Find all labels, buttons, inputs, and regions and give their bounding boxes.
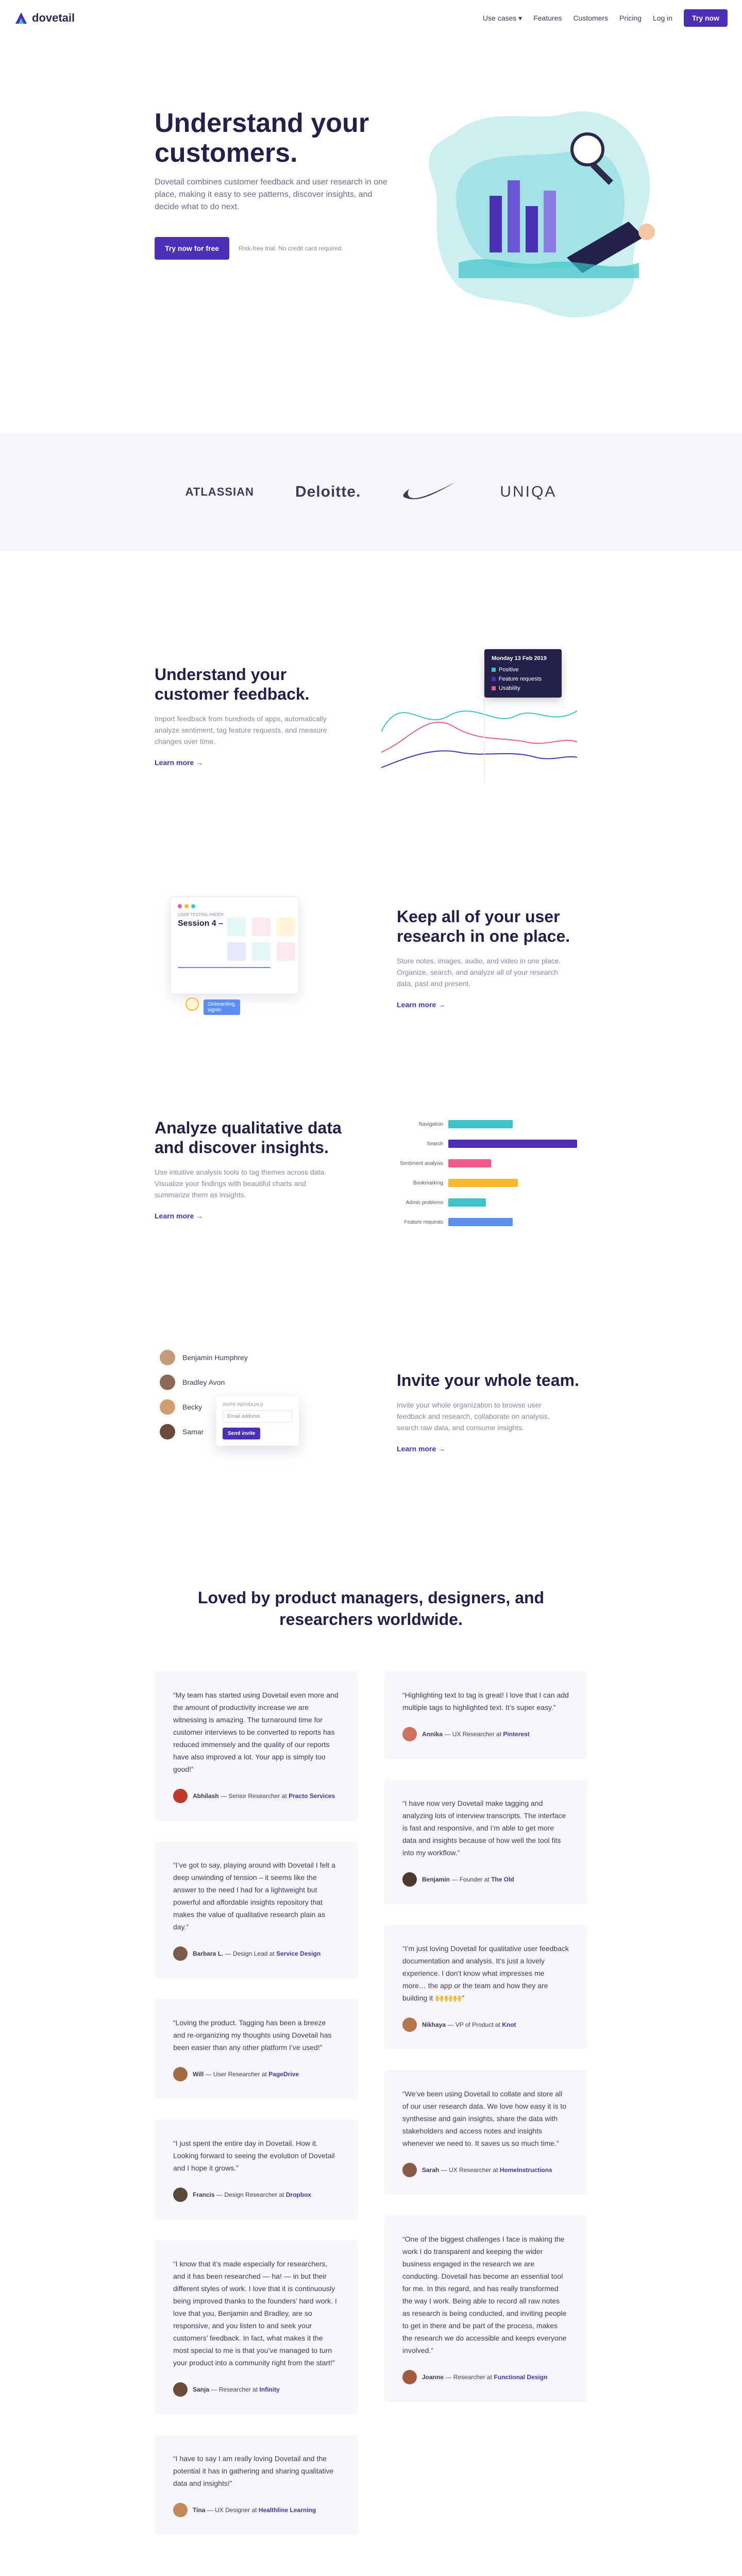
bar xyxy=(448,1140,577,1148)
hero-cta xyxy=(155,237,343,260)
author-role: Design Researcher at xyxy=(224,2191,284,2198)
avatar xyxy=(173,1789,188,1803)
feature-feedback-text xyxy=(155,665,350,768)
testimonial-card xyxy=(155,2240,358,2414)
testimonials-section xyxy=(0,1566,742,2535)
avatar xyxy=(160,1399,175,1415)
author-text: Abhilash — Senior Researcher at Practo Services xyxy=(193,1792,335,1800)
feature-analysis-title: Analyze qualitative data and discover insights. xyxy=(155,1118,342,1157)
testimonial-quote: “Highlighting text to tag is great! I love that I can add multiple tags to highlighted text. It’s super easy.” xyxy=(402,1691,569,1711)
person-row xyxy=(160,1375,225,1390)
testimonial-card xyxy=(384,2215,587,2402)
feedback-date-card xyxy=(484,649,562,698)
person-name: Becky xyxy=(182,1403,203,1411)
author-text: Sarah — UX Researcher at HomeInstructions xyxy=(422,2166,552,2174)
media-grid xyxy=(227,918,295,961)
logo[interactable] xyxy=(14,11,75,25)
nav-login[interactable]: Log in xyxy=(652,14,673,22)
author-role: Researcher at xyxy=(453,2374,493,2381)
avatar xyxy=(402,2163,417,2177)
feature-feedback-title: Understand your customer feedback. xyxy=(155,665,310,703)
author-role: UX Researcher at xyxy=(449,2166,498,2174)
legend-positive-label: Positive xyxy=(499,667,519,673)
author-company[interactable]: Infinity xyxy=(259,2386,280,2393)
feature-team xyxy=(155,1350,587,1566)
person-name: Bradley Avon xyxy=(182,1378,225,1386)
legend-feature-requests-label: Feature requests xyxy=(499,676,542,682)
bar-label: Sentiment analysis xyxy=(400,1161,443,1166)
author-name: Nikhaya xyxy=(422,2021,446,2028)
avatar xyxy=(173,1946,188,1961)
testimonial-quote: “I just spent the entire day in Dovetail. How it. Looking forward to seeing the evolution of Dovetail and I hope it grows.” xyxy=(173,2139,335,2172)
document-tile-icon[interactable] xyxy=(252,918,271,936)
feature-feedback-chart xyxy=(381,649,587,796)
author-text: Tina — UX Designer at Healthline Learning xyxy=(193,2506,316,2514)
bar xyxy=(448,1120,513,1128)
testimonial-author xyxy=(402,2163,569,2177)
logo-uniqa: UNIQA xyxy=(500,483,557,500)
author-company[interactable]: HomeInstructions xyxy=(499,2166,552,2174)
customer-logos-band xyxy=(0,433,742,551)
learn-more-label: Learn more xyxy=(155,1212,194,1220)
testimonial-card xyxy=(384,2070,587,2195)
session-title: Session 4 – xyxy=(178,919,224,928)
author-role: Design Lead at xyxy=(233,1950,275,1957)
feature-repository-learn-more[interactable]: Learn more → xyxy=(397,1001,446,1009)
highlight-line xyxy=(178,967,271,968)
feature-analysis-body: Use intuitive analysis tools to tag themes across data. Visualize your findings with beautiful charts and summarize them as insights. xyxy=(155,1168,327,1199)
author-company[interactable]: Practo Services xyxy=(289,1792,335,1800)
testimonial-author xyxy=(402,2018,569,2032)
window-controls xyxy=(178,904,291,908)
session-window xyxy=(170,896,299,994)
testimonial-quote: “I have to say I am really loving Dovetail and the potential it has in gathering and sharing qualitative data and insights!” xyxy=(173,2454,334,2487)
author-role: UX Researcher at xyxy=(452,1731,502,1738)
feature-feedback-learn-more[interactable]: Learn more → xyxy=(155,758,204,767)
hero-title: Understand your customers. xyxy=(155,108,369,168)
author-text: Benjamin — Founder at The Old xyxy=(422,1876,514,1883)
try-free-button[interactable]: Try now for free xyxy=(155,237,229,260)
author-text: Joanne — Researcher at Functional Design xyxy=(422,2374,548,2381)
feature-repository xyxy=(155,896,587,1113)
testimonial-quote: “I have now very Dovetail make tagging and analyzing lots of interview transcripts. The interface is fast and responsive, and I’m able to get more data and insights because of how well the tool fits into my workflow.” xyxy=(402,1799,566,1857)
theme-bar-chart-wrap xyxy=(381,1113,587,1249)
learn-more-label: Learn more xyxy=(397,1001,436,1009)
feature-team-title: Invite your whole team. xyxy=(397,1371,579,1389)
bar-label: Admin problems xyxy=(406,1200,443,1206)
bar xyxy=(448,1159,491,1167)
learn-more-label: Learn more xyxy=(397,1445,436,1453)
testimonial-column-right xyxy=(384,1671,587,2535)
avatar xyxy=(402,2370,417,2384)
nav-customers[interactable]: Customers xyxy=(573,14,609,22)
bar-label: Search xyxy=(427,1141,443,1147)
nav-links xyxy=(483,9,728,27)
author-text: Annika — UX Researcher at Pinterest xyxy=(422,1731,530,1738)
nav-use-cases[interactable] xyxy=(483,14,522,23)
audio-tile-icon[interactable] xyxy=(277,918,295,936)
author-company[interactable]: The Old xyxy=(491,1876,514,1883)
feature-team-body: Invite your whole organization to browse user feedback and research, collaborate on analysis, search raw data, and consume insights. xyxy=(397,1401,550,1432)
author-text: Sanja — Researcher at Infinity xyxy=(193,2386,280,2393)
author-name: Abhilash xyxy=(193,1792,219,1800)
logo-text: dovetail xyxy=(32,11,75,24)
feature-repository-title: Keep all of your user research in one place. xyxy=(397,907,570,945)
testimonial-card xyxy=(155,1671,358,1821)
video-tile-icon[interactable] xyxy=(227,942,246,961)
file-tile-icon[interactable] xyxy=(277,942,295,961)
hero-illustration xyxy=(412,103,742,330)
testimonials-title: Loved by product managers, designers, and researchers worldwide. xyxy=(197,1588,545,1629)
testimonial-columns xyxy=(155,1671,587,2535)
avatar xyxy=(160,1375,175,1390)
nav-features[interactable]: Features xyxy=(533,14,562,22)
author-company[interactable]: Pinterest xyxy=(503,1731,530,1738)
avatar xyxy=(173,2067,188,2081)
learn-more-label: Learn more xyxy=(155,758,194,767)
avatar xyxy=(402,2018,417,2032)
theme-bar-chart xyxy=(381,1113,587,1247)
feature-analysis-text xyxy=(155,1118,350,1221)
author-name: Annika xyxy=(422,1731,443,1738)
author-name: Joanne xyxy=(422,2374,444,2381)
logo-deloitte: Deloitte. xyxy=(295,483,361,500)
avatar xyxy=(160,1350,175,1365)
team-art xyxy=(155,1350,350,1504)
author-text: Francis — Design Researcher at Dropbox xyxy=(193,2191,312,2198)
author-company[interactable]: Knot xyxy=(502,2021,516,2028)
invite-label: INVITE INDIVIDUALS xyxy=(223,1402,263,1407)
author-text: Will — User Researcher at PageDrive xyxy=(193,2071,299,2078)
testimonial-card xyxy=(155,1999,358,2099)
author-role: VP of Product at xyxy=(455,2021,500,2028)
top-navigation xyxy=(0,0,742,36)
tag-icon xyxy=(185,997,199,1011)
testimonial-card xyxy=(155,1841,358,1978)
bar xyxy=(448,1198,486,1207)
testimonial-author xyxy=(402,2370,569,2384)
testimonial-quote: “Loving the product. Tagging has been a breeze and re-organizing my thoughts using Dovetail has been easier than any other platform I’ve used!” xyxy=(173,2019,332,2052)
person-name: Benjamin Humphrey xyxy=(182,1353,248,1362)
session-label: USER TESTING ANDER xyxy=(178,912,224,917)
legend-positive xyxy=(492,667,554,673)
testimonial-author xyxy=(402,1727,569,1741)
testimonial-card xyxy=(155,2120,358,2219)
testimonial-quote: “One of the biggest challenges I face is making the work I do transparent and keeping the wider business engaged in the research we are conducting. Dovetail has become an essential tool for me. In this regard, and has really transformed the way I work. Being able to record all raw notes as research is being conducted, and inviting people to get in there and be part of the process, makes the research we do accessible and keeps everyone involved.” xyxy=(402,2235,567,2354)
legend-feature-requests xyxy=(492,676,554,682)
chevron-down-icon: ▾ xyxy=(518,13,522,22)
dovetail-logo-icon xyxy=(14,11,28,25)
person-row xyxy=(160,1399,202,1415)
card-date: Monday 13 Feb 2019 xyxy=(492,655,547,662)
author-text: Nikhaya — VP of Product at Knot xyxy=(422,2021,516,2028)
author-company[interactable]: Service Design xyxy=(276,1950,321,1957)
nav-use-cases-label: Use cases xyxy=(482,13,517,22)
try-now-button[interactable]: Try now xyxy=(684,9,728,27)
testimonial-column-left xyxy=(155,1671,358,2535)
testimonial-card xyxy=(384,1925,587,2049)
avatar xyxy=(173,2382,188,2397)
author-company[interactable]: Dropbox xyxy=(285,2191,312,2198)
legend-usability xyxy=(492,685,554,691)
legend-usability-label: Usability xyxy=(499,685,520,691)
author-name: Sarah xyxy=(422,2166,440,2174)
testimonial-author xyxy=(173,1946,340,1961)
nav-pricing[interactable]: Pricing xyxy=(619,14,642,22)
testimonial-quote: “My team has started using Dovetail even more and the amount of productivity increase we are witnessing is amazing. The turnaround time for customer interviews to be converted to reports has reduced immensely and the quality of our reports have also improved a lot. Your app is simply too good!” xyxy=(173,1691,339,1773)
testimonial-card xyxy=(155,2435,358,2535)
bar xyxy=(448,1218,513,1226)
author-name: Benjamin xyxy=(422,1876,450,1883)
testimonial-card xyxy=(384,1780,587,1904)
author-name: Sanja xyxy=(193,2386,210,2393)
feature-repository-text xyxy=(397,907,593,1010)
feature-repository-body: Store notes, images, audio, and video in one place. Organize, search, and analyze all of your research data, past and present. xyxy=(397,957,561,988)
tag-chip: Onboarding, signin xyxy=(204,999,240,1015)
logo-nike xyxy=(402,480,459,505)
author-name: Barbara L. xyxy=(193,1950,224,1957)
testimonial-author xyxy=(402,1872,569,1887)
hero-cta-note: Risk-free trial. No credit card required. xyxy=(239,245,343,252)
invite-popover xyxy=(216,1396,299,1446)
author-text: Barbara L. — Design Lead at Service Design xyxy=(193,1950,321,1957)
avatar xyxy=(160,1424,175,1439)
testimonial-quote: “I know that it’s made especially for researchers, and it has been researched — ha! — in but their different styles of work. I love that it is continuously being improved thanks to the founders’ hard work. I love that you, Benjamin and Bradley, are so responsive, and you listen to and seek your customers’ feedback. In fact, what makes it the most special to me is that you’ve managed to turn your product into a community right from the start!” xyxy=(173,2260,337,2367)
person-row xyxy=(160,1424,204,1439)
testimonial-card xyxy=(384,1671,587,1759)
person-name: Samar xyxy=(182,1428,204,1436)
testimonial-quote: “I’ve got to say, playing around with Dovetail I felt a deep unwinding of tension – it seems like the answer to the need I had for a lightweight but powerful and affordable insights repository that makes the value of qualitative research plain as day.” xyxy=(173,1861,335,1931)
bar xyxy=(448,1179,518,1187)
image-tile-icon[interactable] xyxy=(227,918,246,936)
avatar xyxy=(402,1727,417,1741)
author-role: Researcher at xyxy=(218,2386,258,2393)
testimonial-author xyxy=(173,2503,340,2517)
logo-atlassian: ATLASSIAN xyxy=(185,485,254,498)
hero-section xyxy=(0,36,742,397)
feature-feedback xyxy=(155,655,587,896)
hero-lead: Dovetail combines customer feedback and user research in one place, making it easy to see patterns, discover insights, and decide what to do next. xyxy=(155,178,387,211)
author-name: Tina xyxy=(193,2506,206,2514)
author-name: Francis xyxy=(193,2191,215,2198)
author-role: Senior Researcher at xyxy=(228,1792,287,1800)
invite-email-field[interactable]: Email address xyxy=(223,1410,293,1422)
testimonial-author xyxy=(173,1789,340,1803)
feature-analysis-learn-more[interactable]: Learn more → xyxy=(155,1212,204,1220)
author-company[interactable]: PageDrive xyxy=(268,2071,299,2078)
author-name: Will xyxy=(193,2071,204,2078)
avatar xyxy=(402,1872,417,1887)
avatar xyxy=(173,2503,188,2517)
feature-team-text xyxy=(397,1370,593,1454)
testimonial-author xyxy=(173,2188,340,2202)
author-role: User Researcher at xyxy=(213,2071,267,2078)
author-role: UX Designer at xyxy=(215,2506,257,2514)
person-row xyxy=(160,1350,248,1365)
avatar xyxy=(173,2188,188,2202)
image2-tile-icon[interactable] xyxy=(252,942,271,961)
feature-feedback-body: Import feedback from hundreds of apps, automatically analyze sentiment, tag feature requests, and measure changes over time. xyxy=(155,715,327,745)
feature-analysis xyxy=(155,1113,587,1350)
feature-team-learn-more[interactable]: Learn more → xyxy=(397,1445,446,1453)
testimonial-author xyxy=(173,2067,340,2081)
bar-label: Feature requests xyxy=(404,1219,443,1225)
bar-label: Bookmarking xyxy=(413,1180,443,1186)
author-role: Founder at xyxy=(459,1876,490,1883)
testimonial-quote: “We’ve been using Dovetail to collate and store all of our user research data. We love how easy it is to synthesise and gain insights, share the data with stakeholders and access notes and insights whenever we need to. It saves us so much time.” xyxy=(402,2090,567,2147)
testimonial-author xyxy=(173,2382,340,2397)
author-company[interactable]: Healthline Learning xyxy=(258,2506,316,2514)
bar-label: Navigation xyxy=(418,1122,443,1127)
send-invite-button[interactable]: Send invite xyxy=(223,1428,260,1439)
testimonial-quote: “I’m just loving Dovetail for qualitative user feedback documentation and analysis. It’s just a lovely experience. I don’t know what impresses me more… the app or the team and how they are building it 🙌🙌🙌” xyxy=(402,1944,569,2002)
author-company[interactable]: Functional Design xyxy=(494,2374,548,2381)
